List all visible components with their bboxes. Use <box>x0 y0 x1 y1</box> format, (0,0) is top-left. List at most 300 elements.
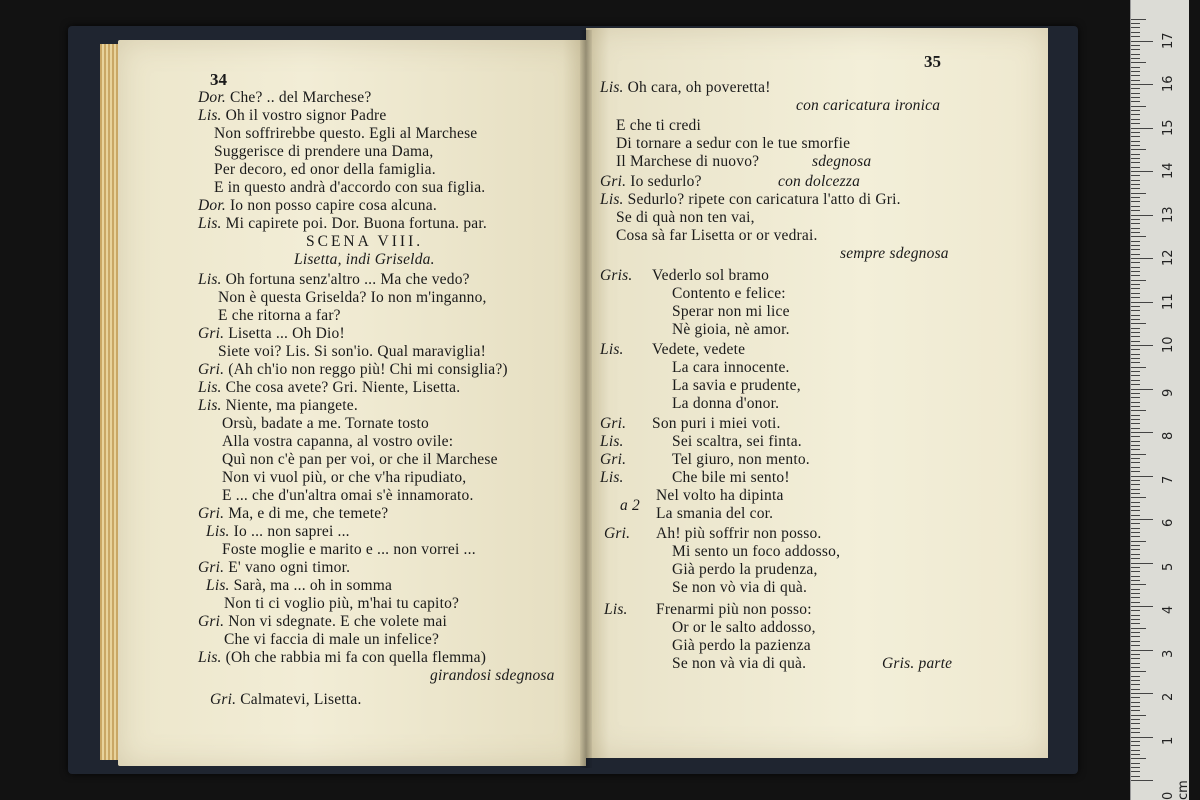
ruler-tick <box>1131 458 1140 459</box>
ruler-tick <box>1131 654 1140 655</box>
speaker-label: Lis. <box>604 601 628 618</box>
verse-text: E che ritorna a far? <box>218 307 341 324</box>
verse-text: Di tornare a sedur con le tue smorfie <box>616 135 851 152</box>
ruler-tick <box>1131 780 1153 781</box>
ruler-tick <box>1131 332 1140 333</box>
text-line <box>214 144 433 160</box>
ruler-tick <box>1131 710 1140 711</box>
text-line <box>198 506 388 522</box>
verse-text: Il Marchese di nuovo? <box>616 153 760 170</box>
verse-text: Ma, e di me, che temete? <box>228 505 389 522</box>
ruler-tick <box>1131 149 1146 150</box>
text-line <box>600 192 901 208</box>
text-line <box>672 396 779 412</box>
text-line <box>672 286 786 302</box>
text-line <box>198 650 486 666</box>
text-line <box>224 632 439 648</box>
text-line <box>600 342 628 358</box>
ruler-tick <box>1131 23 1140 24</box>
ruler-label: 7 <box>1161 475 1176 484</box>
text-line <box>652 268 769 284</box>
text-line <box>206 524 350 540</box>
verse-text: Sedurlo? ripete con caricatura l'atto di Gri. <box>627 191 901 208</box>
ruler-tick <box>1131 667 1140 668</box>
text-line <box>600 174 702 190</box>
ruler-tick <box>1131 615 1140 616</box>
verse-text: Siete voi? Lis. Si son'io. Qual maraviglia! <box>218 343 486 360</box>
text-line <box>198 90 371 106</box>
ruler-tick <box>1131 641 1140 642</box>
text-line <box>600 434 628 450</box>
ruler-tick <box>1131 67 1140 68</box>
ruler-tick <box>1131 284 1140 285</box>
text-line <box>812 154 871 170</box>
ruler-tick <box>1131 549 1140 550</box>
verse-text: Nel volto ha dipinta <box>656 487 784 504</box>
speaker-label: Gris. <box>600 267 633 284</box>
ruler-tick <box>1131 597 1140 598</box>
text-line <box>672 452 810 468</box>
ruler-tick <box>1131 210 1140 211</box>
speaker-label: Lis. <box>600 191 624 208</box>
ruler-label: 12 <box>1161 249 1176 266</box>
text-line <box>224 596 459 612</box>
text-line <box>214 180 485 196</box>
ruler-tick <box>1131 106 1146 107</box>
ruler-tick <box>1131 280 1146 281</box>
ruler-tick <box>1131 141 1140 142</box>
speaker-label: Lis. <box>600 469 624 486</box>
speaker-label: Dor. <box>198 197 226 214</box>
ruler-tick <box>1131 119 1140 120</box>
text-line <box>616 154 759 170</box>
ruler-tick <box>1131 293 1140 294</box>
measuring-ruler <box>1130 0 1189 800</box>
page-number: 35 <box>924 52 941 71</box>
ruler-tick <box>1131 54 1140 55</box>
ruler-tick <box>1131 128 1153 129</box>
verse-text: E' vano ogni timor. <box>228 559 351 576</box>
text-line <box>604 526 634 542</box>
speaker-label: Lis. <box>198 107 222 124</box>
ruler-tick <box>1131 375 1140 376</box>
ruler-tick <box>1131 341 1140 342</box>
ruler-label: 1 <box>1161 736 1176 745</box>
ruler-tick <box>1131 515 1140 516</box>
ruler-tick <box>1131 680 1140 681</box>
ruler-tick <box>1131 310 1140 311</box>
speaker-label: Gri. <box>198 325 225 342</box>
verse-text: E che ti credi <box>616 117 701 134</box>
text-line <box>218 308 341 324</box>
text-line <box>198 362 508 378</box>
ruler-tick <box>1131 723 1140 724</box>
ruler-tick <box>1131 245 1140 246</box>
ruler-tick <box>1131 684 1140 685</box>
stage-direction: sempre sdegnosa <box>840 245 949 262</box>
text-line <box>218 290 487 306</box>
ruler-label: 5 <box>1161 562 1176 571</box>
ruler-tick <box>1131 80 1140 81</box>
text-line <box>672 562 818 578</box>
page-number: 34 <box>210 70 227 89</box>
verse-text: Oh il vostro signor Padre <box>225 107 387 124</box>
ruler-label: 13 <box>1161 205 1176 223</box>
ruler-tick <box>1131 228 1140 229</box>
ruler-tick <box>1131 358 1140 359</box>
text-line <box>656 506 773 522</box>
verse-text: Io ... non saprei ... <box>233 523 350 540</box>
ruler-tick <box>1131 658 1140 659</box>
ruler-tick <box>1131 297 1140 298</box>
book-spine <box>580 30 592 768</box>
verse-text: Se non vò via di quà. <box>672 579 808 596</box>
text-line <box>198 198 437 214</box>
ruler-tick <box>1131 758 1146 759</box>
ruler-tick <box>1131 27 1140 28</box>
text-line <box>430 668 555 684</box>
ruler-tick <box>1131 467 1140 468</box>
ruler-tick <box>1131 380 1140 381</box>
ruler-tick <box>1131 510 1140 511</box>
text-line <box>656 602 812 618</box>
ruler-tick <box>1131 236 1146 237</box>
ruler-tick <box>1131 349 1140 350</box>
verse-text: Tel giuro, non mento. <box>672 451 810 468</box>
ruler-tick <box>1131 449 1140 450</box>
verse-text: La donna d'onor. <box>672 395 780 412</box>
ruler-tick <box>1131 741 1140 742</box>
ruler-tick <box>1131 636 1140 637</box>
ruler-label: 9 <box>1161 388 1176 397</box>
verse-text: Orsù, badate a me. Tornate tosto <box>222 415 429 432</box>
text-line <box>600 470 628 486</box>
ruler-tick <box>1131 750 1140 751</box>
text-line <box>218 344 486 360</box>
verse-text: Non è questa Griselda? Io non m'inganno, <box>218 289 487 306</box>
text-line <box>198 398 358 414</box>
ruler-tick <box>1131 345 1153 346</box>
ruler-tick <box>1131 62 1146 63</box>
ruler-tick <box>1131 267 1140 268</box>
ruler-tick <box>1131 602 1140 603</box>
stage-direction: con dolcezza <box>778 173 861 190</box>
ruler-tick <box>1131 628 1146 629</box>
text-line <box>616 228 818 244</box>
verse-text: Mi sento un foco addosso, <box>672 543 841 560</box>
ruler-tick <box>1131 523 1140 524</box>
ruler-tick <box>1131 528 1140 529</box>
text-line <box>222 542 476 558</box>
ruler-label: 6 <box>1161 518 1176 527</box>
ruler-tick <box>1131 367 1146 368</box>
ruler-label: 0 cm <box>1161 780 1191 800</box>
ruler-tick <box>1131 154 1140 155</box>
ruler-tick <box>1131 715 1146 716</box>
verse-text: Che? .. del Marchese? <box>229 89 372 106</box>
ruler-tick <box>1131 471 1140 472</box>
text-line <box>616 118 701 134</box>
ruler-label: 16 <box>1161 75 1176 92</box>
verse-text: Io non posso capire cosa alcuna. <box>229 197 437 214</box>
verse-text: Nè gioia, nè amor. <box>672 321 790 338</box>
verse-text: Non vi sdegnate. E che volete mai <box>228 613 448 630</box>
stage-direction: a 2 <box>620 497 640 514</box>
text-line <box>672 360 790 376</box>
ruler-tick <box>1131 406 1140 407</box>
text-line <box>306 234 423 250</box>
text-line <box>672 322 790 338</box>
text-line <box>672 544 840 560</box>
ruler-tick <box>1131 402 1140 403</box>
ruler-tick <box>1131 571 1140 572</box>
ruler-tick <box>1131 563 1153 564</box>
ruler-tick <box>1131 71 1140 72</box>
ruler-tick <box>1131 114 1140 115</box>
text-line <box>620 498 640 514</box>
text-line <box>656 526 822 542</box>
ruler-tick <box>1131 175 1140 176</box>
ruler-tick <box>1131 541 1146 542</box>
verse-text: Non vi vuol più, or che v'ha ripudiato, <box>222 469 467 486</box>
ruler-tick <box>1131 97 1140 98</box>
speaker-label: Gri. <box>600 451 627 468</box>
ruler-tick <box>1131 619 1140 620</box>
ruler-tick <box>1131 610 1140 611</box>
verse-text: E in questo andrà d'accordo con sua figlia. <box>214 179 486 196</box>
verse-text: Vedete, vedete <box>652 341 746 358</box>
verse-text: Già perdo la pazienza <box>672 637 811 654</box>
verse-text: Or or le salto addosso, <box>672 619 816 636</box>
ruler-tick <box>1131 110 1140 111</box>
ruler-tick <box>1131 288 1140 289</box>
ruler-tick <box>1131 532 1140 533</box>
ruler-tick <box>1131 271 1140 272</box>
verse-text: E ... che d'un'altra omai s'è innamorato. <box>222 487 474 504</box>
ruler-tick <box>1131 158 1140 159</box>
ruler-label: 11 <box>1161 292 1176 310</box>
ruler-label: 17 <box>1161 31 1176 49</box>
text-line <box>672 378 801 394</box>
ruler-tick <box>1131 84 1153 85</box>
ruler-tick <box>1131 693 1153 694</box>
verse-text: Contento e felice: <box>672 285 786 302</box>
verse-text: Che bile mi sento! <box>672 469 790 486</box>
verse-text: Ah! più soffrir non posso. <box>656 525 822 542</box>
text-line <box>882 656 952 672</box>
verse-text: Mi capirete poi. Dor. Buona fortuna. par. <box>225 215 487 232</box>
ruler-tick <box>1131 497 1146 498</box>
text-line <box>198 108 387 124</box>
ruler-tick <box>1131 262 1140 263</box>
ruler-tick <box>1131 49 1140 50</box>
ruler-tick <box>1131 671 1146 672</box>
text-line <box>840 246 949 262</box>
ruler-tick <box>1131 206 1140 207</box>
ruler-tick <box>1131 36 1140 37</box>
speaker-label: Lis. <box>600 341 624 358</box>
ruler-tick <box>1131 432 1153 433</box>
text-line <box>616 210 755 226</box>
ruler-tick <box>1131 702 1140 703</box>
ruler-tick <box>1131 697 1140 698</box>
ruler-tick <box>1131 58 1140 59</box>
speaker-label: Gri. <box>600 173 627 190</box>
ruler-tick <box>1131 328 1140 329</box>
ruler-tick <box>1131 393 1140 394</box>
ruler-tick <box>1131 371 1140 372</box>
verse-text: Che vi faccia di male un infelice? <box>224 631 440 648</box>
speaker-label: Lis. <box>206 577 230 594</box>
text-line <box>198 560 350 576</box>
speaker-label: Lis. <box>198 379 222 396</box>
verse-text: Suggerisce di prendere una Dama, <box>214 143 434 160</box>
ruler-tick <box>1131 415 1140 416</box>
ruler-tick <box>1131 423 1140 424</box>
ruler-tick <box>1131 232 1140 233</box>
speaker-label: Gri. <box>600 415 627 432</box>
verse-text: Io sedurlo? <box>630 173 702 190</box>
ruler-label: 4 <box>1161 605 1176 614</box>
ruler-tick <box>1131 493 1140 494</box>
ruler-tick <box>1131 445 1140 446</box>
text-line <box>222 416 429 432</box>
ruler-tick <box>1131 706 1140 707</box>
ruler-tick <box>1131 315 1140 316</box>
ruler-tick <box>1131 545 1140 546</box>
ruler-tick <box>1131 484 1140 485</box>
verse-text: Alla vostra capanna, al vostro ovile: <box>222 433 454 450</box>
verse-text: (Oh che rabbia mi fa con quella flemma) <box>225 649 487 666</box>
speaker-label: Gri. <box>198 505 225 522</box>
text-line <box>206 578 392 594</box>
stage-direction: Lisetta, indi Griselda. <box>294 251 435 268</box>
verse-text: Foste moglie e marito e ... non vorrei ... <box>222 541 476 558</box>
ruler-tick <box>1131 567 1140 568</box>
verse-text: SCENA VIII. <box>306 233 424 250</box>
text-line <box>600 268 636 284</box>
ruler-tick <box>1131 584 1146 585</box>
verse-text: La savia e prudente, <box>672 377 801 394</box>
text-line <box>672 620 816 636</box>
ruler-tick <box>1131 180 1140 181</box>
ruler-tick <box>1131 123 1140 124</box>
ruler-tick <box>1131 754 1140 755</box>
verse-text: Sei scaltra, sei finta. <box>672 433 802 450</box>
stage-direction: Gris. parte <box>882 655 953 672</box>
ruler-tick <box>1131 215 1153 216</box>
ruler-tick <box>1131 454 1146 455</box>
ruler-tick <box>1131 776 1140 777</box>
ruler-tick <box>1131 476 1153 477</box>
verse-text: (Ah ch'io non reggo più! Chi mi consiglia?) <box>228 361 508 378</box>
ruler-tick <box>1131 576 1140 577</box>
verse-text: Se non và via di quà. <box>672 655 807 672</box>
verse-text: La smania del cor. <box>656 505 774 522</box>
ruler-tick <box>1131 167 1140 168</box>
verse-text: Oh fortuna senz'altro ... Ma che vedo? <box>225 271 470 288</box>
ruler-tick <box>1131 188 1140 189</box>
ruler-tick <box>1131 162 1140 163</box>
ruler-tick <box>1131 589 1140 590</box>
text-line <box>600 416 630 432</box>
verse-text: Sarà, ma ... oh in somma <box>233 577 393 594</box>
verse-text: Che cosa avete? Gri. Niente, Lisetta. <box>225 379 461 396</box>
ruler-tick <box>1131 101 1140 102</box>
ruler-tick <box>1131 489 1140 490</box>
ruler-tick <box>1131 536 1140 537</box>
ruler-tick <box>1131 737 1153 738</box>
ruler-tick <box>1131 663 1140 664</box>
text-line <box>672 580 807 596</box>
ruler-tick <box>1131 19 1146 20</box>
text-line <box>294 252 435 268</box>
text-line <box>600 452 630 468</box>
speaker-label: Lis. <box>600 79 624 96</box>
verse-text: Cosa sà far Lisetta or or vedrai. <box>616 227 818 244</box>
ruler-tick <box>1131 502 1140 503</box>
ruler-tick <box>1131 93 1140 94</box>
ruler-tick <box>1131 410 1146 411</box>
ruler-tick <box>1131 75 1140 76</box>
ruler-tick <box>1131 201 1140 202</box>
ruler-tick <box>1131 197 1140 198</box>
ruler-tick <box>1131 771 1140 772</box>
speaker-label: Lis. <box>198 215 222 232</box>
ruler-tick <box>1131 676 1140 677</box>
ruler-tick <box>1131 689 1140 690</box>
text-line <box>214 126 477 142</box>
ruler-label: 2 <box>1161 692 1176 701</box>
ruler-tick <box>1131 219 1140 220</box>
text-line <box>652 342 745 358</box>
text-line <box>198 380 460 396</box>
text-line <box>222 488 474 504</box>
text-line <box>214 162 436 178</box>
speaker-label: Gri. <box>210 691 237 708</box>
ruler-label: 10 <box>1161 336 1176 353</box>
ruler-tick <box>1131 428 1140 429</box>
text-line <box>210 692 362 708</box>
ruler-tick <box>1131 249 1140 250</box>
ruler-tick <box>1131 462 1140 463</box>
ruler-tick <box>1131 319 1140 320</box>
speaker-label: Lis. <box>198 649 222 666</box>
ruler-tick <box>1131 593 1140 594</box>
ruler-tick <box>1131 606 1153 607</box>
ruler-label: 14 <box>1161 162 1176 179</box>
text-line <box>222 434 453 450</box>
ruler-tick <box>1131 389 1153 390</box>
stage-direction: con caricatura ironica <box>796 97 941 114</box>
ruler-tick <box>1131 558 1140 559</box>
verse-text: Frenarmi più non posso: <box>656 601 812 618</box>
ruler-tick <box>1131 580 1140 581</box>
text-line <box>604 602 632 618</box>
ruler-tick <box>1131 258 1153 259</box>
stage-direction: girandosi sdegnosa <box>430 667 555 684</box>
ruler-tick <box>1131 362 1140 363</box>
ruler-label: 8 <box>1161 431 1176 440</box>
ruler-tick <box>1131 480 1140 481</box>
stage-direction: sdegnosa <box>812 153 872 170</box>
ruler-tick <box>1131 241 1140 242</box>
text-line <box>656 488 784 504</box>
ruler-tick <box>1131 302 1153 303</box>
text-line <box>198 326 345 342</box>
text-line <box>672 638 811 654</box>
ruler-tick <box>1131 254 1140 255</box>
